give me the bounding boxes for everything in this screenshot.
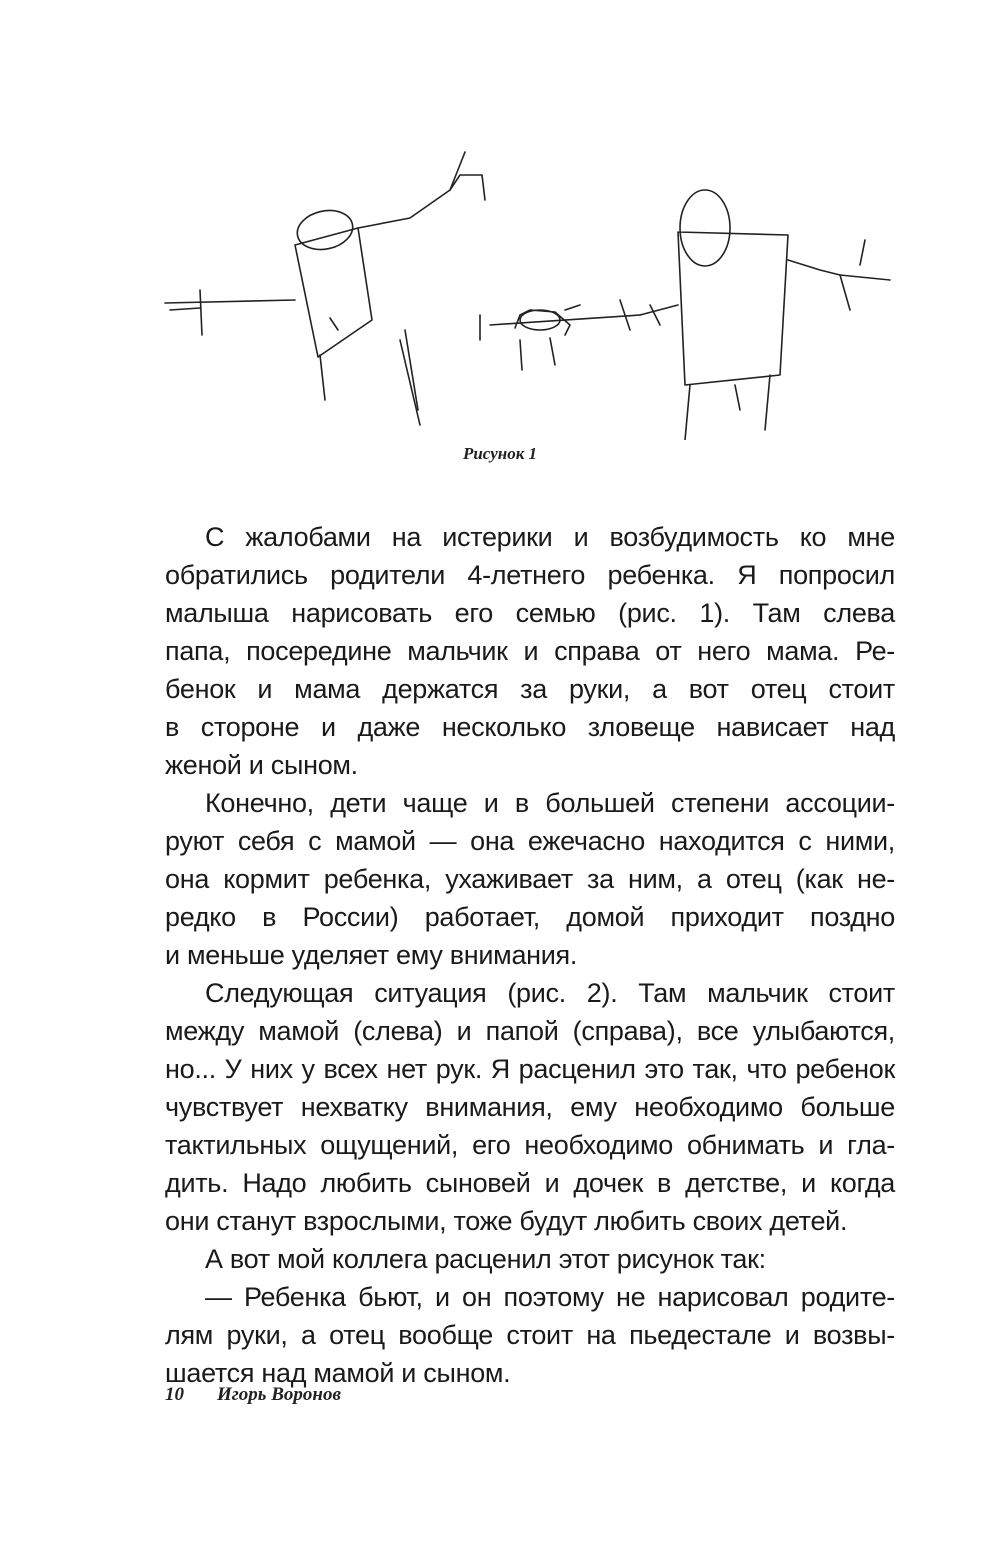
mother-figure xyxy=(620,190,890,440)
text-line: руют себя с мамой — она ежечасно находится с ними, xyxy=(165,826,895,856)
child-figure xyxy=(480,305,640,370)
page-number: 10 xyxy=(165,1384,184,1405)
text-line: она кормит ребенка, ухаживает за ним, а отец (как не- xyxy=(165,864,895,894)
text-line: Следующая ситуация (рис. 2). Там мальчик стоит xyxy=(205,978,895,1008)
paragraph xyxy=(165,1278,895,1392)
text-line: дить. Надо любить сыновей и дочек в детстве, и когда xyxy=(165,1168,895,1198)
text-line: шается над мамой и сыном. xyxy=(165,1358,511,1388)
text-line: чувствует нехватку внимания, ему необходимо больше xyxy=(165,1092,895,1122)
text-line: женой и сыном. xyxy=(165,750,358,780)
text-line: лям руки, а отец вообще стоит на пьедестале и возвы- xyxy=(165,1320,895,1350)
text-line: между мамой (слева) и папой (справа), все улыбаются, xyxy=(165,1016,895,1046)
body-text xyxy=(165,518,895,1392)
figure-caption: Рисунок 1 xyxy=(462,444,538,463)
text-line: Конечно, дети чаще и в большей степени ассоции- xyxy=(205,788,895,818)
text-line: малыша нарисовать его семью (рис. 1). Там слева xyxy=(165,598,895,628)
page-footer xyxy=(165,1384,341,1406)
text-line: папа, посередине мальчик и справа от него мама. Ре- xyxy=(165,636,895,666)
text-line: и меньше уделяет ему внимания. xyxy=(165,940,578,970)
text-line: — Ребенка бьют, и он поэтому не нарисовал родите- xyxy=(205,1282,895,1312)
text-line: А вот мой коллега расценил этот рисунок так: xyxy=(205,1244,766,1274)
child-family-drawing xyxy=(160,140,900,440)
father-figure xyxy=(165,152,485,425)
text-line: обратились родители 4-летнего ребенка. Я попросил xyxy=(165,560,895,590)
text-line: они станут взрослыми, тоже будут любить своих детей. xyxy=(165,1206,848,1236)
text-line: тактильных ощущений, его необходимо обнимать и гла- xyxy=(165,1130,895,1160)
text-line: в стороне и даже несколько зловеще нависает над xyxy=(165,712,895,742)
text-line: редко в России) работает, домой приходит поздно xyxy=(165,902,895,932)
text-line: но... У них у всех нет рук. Я расценил это так, что ребенок xyxy=(165,1054,895,1084)
text-line: С жалобами на истерики и возбудимость ко мне xyxy=(205,522,895,552)
paragraph xyxy=(165,974,895,1240)
text-line: бенок и мама держатся за руки, а вот отец стоит xyxy=(165,674,895,704)
paragraph xyxy=(165,1240,895,1278)
paragraph xyxy=(165,518,895,784)
running-author: Игорь Воронов xyxy=(217,1384,341,1405)
paragraph xyxy=(165,784,895,974)
